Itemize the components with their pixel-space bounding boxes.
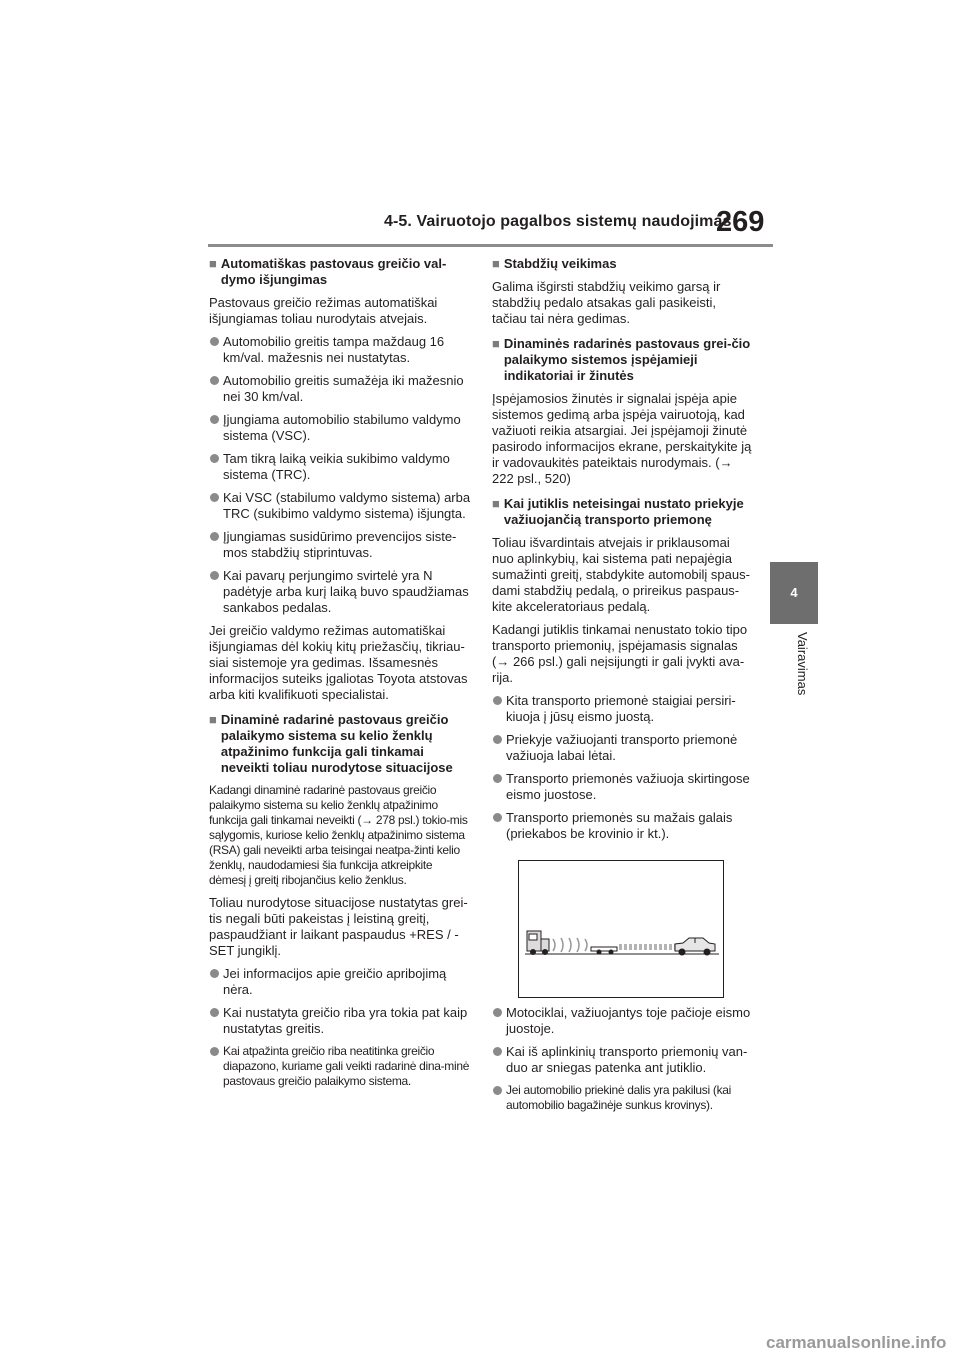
- heading-text: Automatiškas pastovaus greičio val-dymo išjungimas: [220, 256, 447, 287]
- paragraph: Toliau išvardintais atvejais ir priklausomai nuo aplinkybių, kai sistema pati nepajėgia sumažinti greitį, stabdykite automobilį spaus-dami stabdžių pedalą, o prireikus paspaus-kite akceleratoriaus pedalą.: [492, 535, 750, 614]
- list-item: [492, 1044, 754, 1076]
- list-item-text: Jei automobilio priekinė dalis yra pakilusi (kai automobilio bagažinėje sunkus krovinys).: [506, 1083, 732, 1112]
- list-item: [209, 966, 471, 998]
- square-bullet-icon: ■: [209, 712, 217, 727]
- list-item: [209, 490, 471, 522]
- bullet-dot-icon: [210, 415, 219, 424]
- header-rule: [208, 244, 773, 247]
- list-item: [492, 1005, 754, 1037]
- right-column: [492, 256, 754, 1113]
- left-column: [209, 256, 471, 1089]
- car-icon: [675, 938, 715, 955]
- list-item-text: Transporto priemonės važiuoja skirtingose eismo juostose.: [506, 771, 750, 802]
- list-item-text: Kai VSC (stabilumo valdymo sistema) arba TRC (sukibimo valdymo sistema) išjungta.: [223, 490, 471, 521]
- bullet-dot-icon: [493, 1008, 502, 1017]
- paragraph: Jei greičio valdymo režimas automatiškai išjungiamas dėl kokių kitų priežasčių, tikriau-siai sistemoje yra gedimas. Išsamesnės informacijos suteiks įgaliotas Toyota atstovas arba kiti kvalifikuoti specialistai.: [209, 623, 468, 702]
- paragraph: Galima išgirsti stabdžių veikimo garsą ir stabdžių pedalo atsakas gali pasikeisti, tačiau tai nėra gedimas.: [492, 279, 721, 326]
- paragraph: Toliau nurodytose situacijose nustatytas grei-tis negali būti pakeistas į leistiną greitį, paspaudžiant ir laikant paspaudus +RES / -SET jungiklį.: [209, 895, 468, 958]
- section-title: 4-5. Vairuotojo pagalbos sistemų naudojimas: [384, 213, 732, 230]
- list-item-text: Automobilio greitis tampa maždaug 16 km/val. mažesnis nei nustatytas.: [223, 334, 445, 365]
- list-item-text: Kai atpažinta greičio riba neatitinka greičio diapazono, kuriame gali veikti radarinė dina-minė pastovaus greičio palaikymo sistema.: [223, 1044, 470, 1088]
- list-item: [492, 732, 754, 764]
- paragraph: Kadangi dinaminė radarinė pastovaus greičio palaikymo sistema su kelio ženklų atpažinimo funkcija gali tinkamai neveikti (→ 278 psl.) tokio-mis sąlygomis, kuriose kelio ženklų atpažinimo sistema (RSA) gali neveikti arba teisingai neatpa-žinti kelio ženklų, naudodamiesi šia funkcija atkreipkite dėmesį į greitį ribojančius kelio ženklus.: [209, 783, 468, 887]
- list-item: [209, 529, 471, 561]
- truck-trailer-illustration: [518, 860, 724, 998]
- truck-icon: [527, 931, 549, 955]
- bullet-dot-icon: [493, 1086, 502, 1095]
- list-item: [492, 693, 754, 725]
- bullet-dot-icon: [493, 735, 502, 744]
- heading-text: Dinaminė radarinė pastovaus greičio palaikymo sistema su kelio ženklų atpažinimo funkcija gali tinkamai neveikti toliau nurodytose situacijose: [220, 712, 453, 775]
- list-item-text: Automobilio greitis sumažėja iki mažesnio nei 30 km/val.: [223, 373, 464, 404]
- list-item-text: Tam tikrą laiką veikia sukibimo valdymo sistema (TRC).: [223, 451, 450, 482]
- illustration-svg: [519, 861, 723, 997]
- bullet-dot-icon: [210, 376, 219, 385]
- paragraph: Kadangi jutiklis tinkamai nenustato tokio tipo transporto priemonių, įspėjamasis signalas (→ 266 psl.) gali neįsijungti ir gali įvykti ava-rija.: [492, 622, 748, 685]
- section-heading: [492, 336, 754, 384]
- square-bullet-icon: ■: [492, 256, 500, 271]
- list-item: [209, 412, 471, 444]
- bullet-dot-icon: [210, 571, 219, 580]
- section-heading: [492, 256, 754, 272]
- paragraph: Pastovaus greičio režimas automatiškai išjungiamas toliau nurodytais atvejais.: [209, 295, 438, 326]
- bullet-dot-icon: [210, 337, 219, 346]
- list-item-text: Priekyje važiuojanti transporto priemonė važiuoja labai lėtai.: [506, 732, 738, 763]
- bullet-dot-icon: [210, 1047, 219, 1056]
- bullet-dot-icon: [210, 532, 219, 541]
- square-bullet-icon: ■: [209, 256, 217, 271]
- bullet-dot-icon: [493, 1047, 502, 1056]
- list-item: [209, 1005, 471, 1037]
- chapter-label: Vairavimas: [795, 632, 810, 696]
- bullet-dot-icon: [210, 454, 219, 463]
- paragraph: Įspėjamosios žinutės ir signalai įspėja apie sistemos gedimą arba įspėja vairuotoją, kad važiuoti reikia atsargiai. Jei įspėjamoji žinutė pasirodo informacijos ekrane, perskaitykite ją ir vadovaukitės pateiktais nurodymais. (→ 222 psl., 520): [492, 391, 752, 486]
- page-number: 269: [716, 206, 765, 238]
- square-bullet-icon: ■: [492, 336, 500, 351]
- heading-text: Dinaminės radarinės pastovaus grei-čio palaikymo sistemos įspėjamieji indikatoriai ir žinutės: [503, 336, 751, 383]
- list-item: [209, 1044, 471, 1089]
- bullet-dot-icon: [210, 1008, 219, 1017]
- bullet-dot-icon: [493, 696, 502, 705]
- list-item: [209, 451, 471, 483]
- list-item-text: Įjungiama automobilio stabilumo valdymo sistema (VSC).: [223, 412, 461, 443]
- list-item: [492, 771, 754, 803]
- list-item: [209, 334, 471, 366]
- list-item: [492, 810, 754, 842]
- list-item-text: Įjungiamas susidūrimo prevencijos siste-mos stabdžių stiprintuvas.: [223, 529, 457, 560]
- list-item: [492, 1083, 754, 1113]
- list-item-text: Kai iš aplinkinių transporto priemonių van-duo ar sniegas patenka ant jutiklio.: [506, 1044, 748, 1075]
- list-item-text: Kai pavarų perjungimo svirtelė yra N padėtyje arba kurį laiką buvo spaudžiamas sankabos pedalas.: [223, 568, 469, 615]
- square-bullet-icon: ■: [492, 496, 500, 511]
- list-item-text: Kai nustatyta greičio riba yra tokia pat kaip nustatytas greitis.: [223, 1005, 468, 1036]
- list-item-text: Transporto priemonės su mažais galais (priekabos be krovinio ir kt.).: [506, 810, 733, 841]
- section-heading: [492, 496, 754, 528]
- heading-text: Stabdžių veikimas: [503, 256, 617, 271]
- watermark[interactable]: carmanualsonline.info: [766, 1333, 947, 1352]
- list-item-text: Kita transporto priemonė staigiai persiri-kiuoja į jūsų eismo juostą.: [506, 693, 736, 724]
- list-item-text: Jei informacijos apie greičio apribojimą nėra.: [223, 966, 447, 997]
- heading-text: Kai jutiklis neteisingai nustato priekyje važiuojančią transporto priemonę: [503, 496, 744, 527]
- section-heading: [209, 712, 471, 776]
- bullet-dot-icon: [493, 774, 502, 783]
- list-item-text: Motociklai, važiuojantys toje pačioje eismo juostoje.: [506, 1005, 751, 1036]
- list-item: [209, 373, 471, 405]
- bullet-dot-icon: [493, 813, 502, 822]
- chapter-tab[interactable]: 4: [770, 562, 818, 624]
- radar-waves-icon: [553, 938, 587, 952]
- section-heading: [209, 256, 471, 288]
- list-item: [209, 568, 471, 616]
- bullet-dot-icon: [210, 969, 219, 978]
- trailer-icon: [591, 947, 617, 954]
- bullet-dot-icon: [210, 493, 219, 502]
